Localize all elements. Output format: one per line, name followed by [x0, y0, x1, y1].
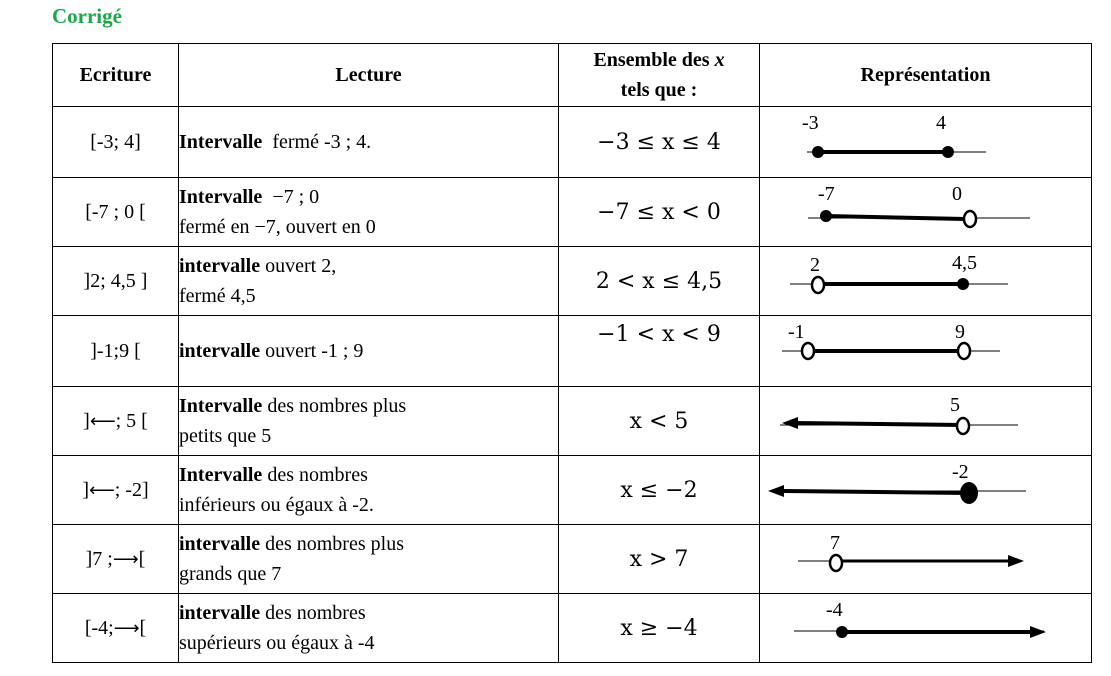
lecture-line2: grands que 7	[179, 563, 282, 585]
ecriture-cell: ]2; 4,5 ]	[53, 247, 179, 316]
header-lecture: Lecture	[179, 44, 559, 107]
ecriture-left: ]7 ;	[85, 547, 113, 570]
number-line	[760, 247, 1091, 315]
lecture-rest: des nombres	[260, 602, 366, 624]
header-ensemble-line1: Ensemble des	[593, 49, 710, 71]
ensemble-cell: 2 < x ≤ 4,5	[559, 247, 760, 316]
endpoint-label: 9	[955, 321, 965, 343]
table-row	[53, 107, 1092, 178]
header-ensemble	[559, 44, 760, 107]
open-endpoint	[958, 343, 970, 359]
ensemble-cell: −3 ≤ x ≤ 4	[559, 107, 760, 178]
open-endpoint	[812, 277, 824, 293]
endpoint-label: -1	[788, 321, 805, 343]
ecriture-right: [	[139, 616, 147, 639]
lecture-cell	[179, 525, 559, 594]
lecture-rest: −7 ; 0	[262, 186, 320, 208]
lecture-bold: Intervalle	[179, 395, 263, 417]
ecriture-cell	[53, 456, 179, 525]
ensemble-cell: x > 7	[559, 525, 760, 594]
arrow-right-icon: ⟶	[113, 617, 140, 639]
representation-cell	[760, 107, 1092, 178]
number-line	[760, 316, 1091, 386]
endpoint-label: -3	[802, 112, 819, 134]
lecture-cell	[179, 387, 559, 456]
ecriture-cell	[53, 387, 179, 456]
lecture-bold: intervalle	[179, 340, 261, 362]
open-endpoint	[830, 555, 842, 571]
table-row	[53, 525, 1092, 594]
endpoint-label: 4	[936, 112, 946, 134]
ecriture-cell: [-7 ; 0 [	[53, 178, 179, 247]
header-row	[53, 44, 1092, 107]
number-line	[760, 107, 1091, 177]
table-row	[53, 178, 1092, 247]
representation-cell	[760, 525, 1092, 594]
header-representation: Représentation	[760, 44, 1092, 107]
ecriture-right: ; 5 [	[115, 409, 148, 432]
table-row	[53, 594, 1092, 663]
arrow-left-icon: ⟵	[88, 479, 115, 501]
endpoint-label: -4	[826, 599, 843, 621]
lecture-rest: des nombres plus	[262, 395, 407, 417]
lecture-rest: ouvert -1 ; 9	[260, 340, 364, 362]
lecture-line2: petits que 5	[179, 425, 272, 447]
ray-segment	[796, 423, 963, 425]
closed-endpoint	[812, 146, 824, 158]
lecture-line2: inférieurs ou égaux à -2.	[179, 494, 374, 516]
lecture-line2: fermé 4,5	[179, 285, 256, 307]
ecriture-cell	[53, 594, 179, 663]
number-line	[760, 525, 1091, 593]
endpoint-label: -2	[952, 461, 969, 483]
number-line	[760, 456, 1091, 524]
lecture-bold: Intervalle	[179, 131, 263, 153]
ensemble-cell: x ≤ −2	[559, 456, 760, 525]
lecture-line2: supérieurs ou égaux à -4	[179, 632, 375, 654]
representation-cell	[760, 456, 1092, 525]
lecture-bold: intervalle	[179, 255, 261, 277]
header-ecriture: Ecriture	[53, 44, 179, 107]
header-ensemble-var: x	[714, 49, 725, 71]
ecriture-cell: ]-1;9 [	[53, 316, 179, 387]
lecture-line2: fermé en −7, ouvert en 0	[179, 216, 376, 238]
header-ensemble-line2: tels que :	[620, 79, 698, 101]
closed-endpoint	[836, 626, 848, 638]
endpoint-label: 2	[810, 254, 820, 276]
lecture-bold: intervalle	[179, 533, 261, 555]
ensemble-cell	[559, 316, 760, 387]
ecriture-cell: [-3; 4]	[53, 107, 179, 178]
lecture-cell	[179, 178, 559, 247]
lecture-cell	[179, 456, 559, 525]
representation-cell	[760, 594, 1092, 663]
open-endpoint	[957, 418, 969, 434]
number-line	[760, 387, 1091, 455]
representation-cell	[760, 247, 1092, 316]
closed-endpoint	[957, 278, 969, 290]
endpoint-label: 7	[830, 532, 840, 554]
open-endpoint	[964, 211, 976, 227]
lecture-bold: intervalle	[179, 602, 261, 624]
lecture-rest: ouvert 2,	[260, 255, 337, 277]
endpoint-label: 5	[950, 394, 960, 416]
endpoint-label: 4,5	[952, 252, 977, 274]
ecriture-right: [	[138, 547, 146, 570]
arrow-left-icon	[768, 485, 784, 497]
ensemble-value: −1 < x < 9	[597, 322, 721, 347]
lecture-cell	[179, 247, 559, 316]
ecriture-left: ]	[83, 409, 90, 432]
lecture-cell	[179, 594, 559, 663]
ensemble-cell: x < 5	[559, 387, 760, 456]
ecriture-cell	[53, 525, 179, 594]
ensemble-cell: x ≥ −4	[559, 594, 760, 663]
table-row	[53, 387, 1092, 456]
lecture-bold: Intervalle	[179, 464, 263, 486]
lecture-rest: des nombres plus	[260, 533, 404, 555]
interval-segment	[826, 216, 965, 219]
closed-endpoint	[820, 210, 832, 222]
arrow-right-icon	[1008, 555, 1024, 567]
lecture-rest: des nombres	[262, 464, 368, 486]
representation-cell	[760, 387, 1092, 456]
representation-cell	[760, 178, 1092, 247]
representation-cell	[760, 316, 1092, 387]
ecriture-right: ; -2]	[114, 478, 149, 501]
endpoint-label: -7	[818, 183, 835, 205]
table-row	[53, 247, 1092, 316]
number-line	[760, 178, 1091, 246]
ecriture-left: ]	[82, 478, 89, 501]
ecriture-left: [-4;	[84, 616, 114, 639]
ray-segment	[784, 491, 968, 493]
arrow-right-icon: ⟶	[112, 548, 139, 570]
table-row	[53, 316, 1092, 387]
endpoint-label: 0	[952, 183, 962, 205]
table-row	[53, 456, 1092, 525]
arrow-right-icon	[1030, 626, 1046, 638]
arrow-left-icon	[782, 417, 798, 429]
closed-endpoint	[960, 482, 978, 504]
page-title: Corrigé	[52, 4, 122, 28]
lecture-rest: fermé -3 ; 4.	[262, 131, 372, 153]
number-line	[760, 594, 1091, 662]
arrow-left-icon: ⟵	[89, 410, 116, 432]
open-endpoint	[802, 343, 814, 359]
intervals-table	[52, 43, 1092, 663]
ensemble-cell: −7 ≤ x < 0	[559, 178, 760, 247]
closed-endpoint	[942, 146, 954, 158]
lecture-cell	[179, 316, 559, 387]
lecture-cell	[179, 107, 559, 178]
lecture-bold: Intervalle	[179, 186, 263, 208]
